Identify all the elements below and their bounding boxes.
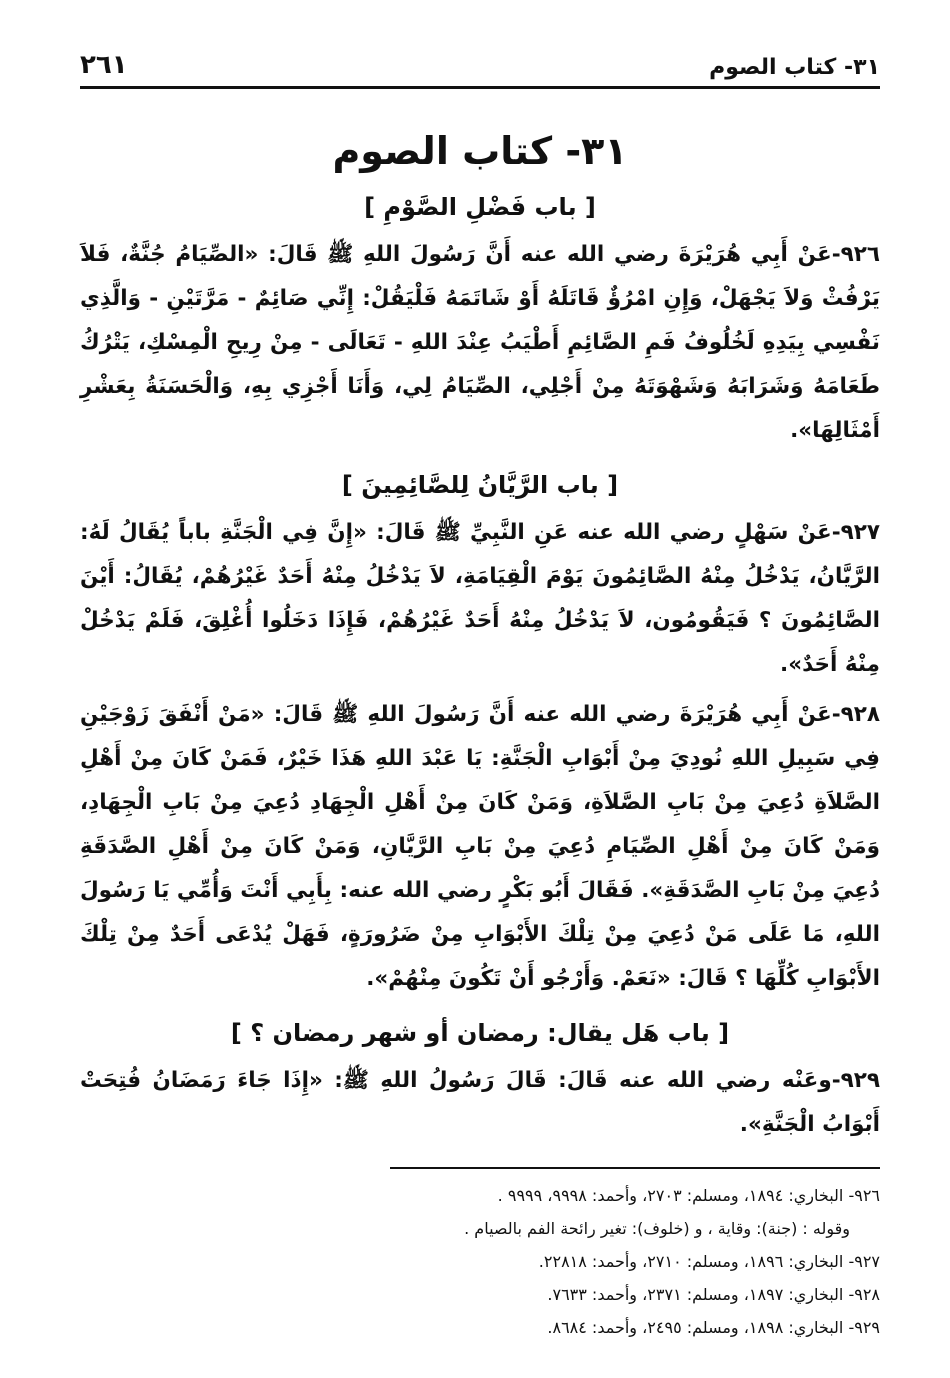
chapter-title: [ باب الرَّيَّانُ لِلصَّائِمِينَ ]	[341, 471, 619, 499]
hadith-number: ٩٢٧-	[831, 520, 880, 545]
footnote: وقوله : (جنة): وقاية ، و (خلوف): تغير رائحة الفم بالصيام .	[464, 1219, 850, 1238]
running-chapter-title: ٣١- كتاب الصوم	[709, 55, 880, 80]
hadith-number: ٩٢٩-	[831, 1068, 880, 1093]
footnotes	[80, 1179, 880, 1344]
chapter-title: [ باب هَل يقال: رمضان أو شهر رمضان ؟ ]	[230, 1019, 730, 1047]
hadith	[80, 233, 880, 453]
footnote-rule	[390, 1167, 880, 1169]
footnote: ٩٢٦- البخاري: ١٨٩٤، ومسلم: ٢٧٠٣، وأحمد: ٩٩٩٨، ٩٩٩٩ .	[497, 1186, 880, 1205]
page	[80, 40, 880, 1344]
footnote: ٩٢٧- البخاري: ١٨٩٦، ومسلم: ٢٧١٠، وأحمد: ٢٢٨١٨.	[538, 1252, 880, 1271]
hadith-text: عَنْ سَهْلٍ رضي الله عنه عَنِ النَّبِيِّ ﷺ قَالَ: «إِنَّ فِي الْجَنَّةِ باباً يُقَالُ لَهُ: الرَّيَّانُ، يَدْخُلُ مِنْهُ الصَّائِمُونَ يَوْمَ الْقِيَامَةِ، لاَ يَدْخُلُ مِنْهُ أَحَدٌ غَيْرُهُمْ، يُقَالُ: أَيْنَ الصَّائِمُونَ ؟ فَيَقُومُون، لاَ يَدْخُلُ مِنْهُ أَحَدٌ غَيْرُهُمْ، فَإِذَا دَخَلُوا أُغْلِقَ، فَلَمْ يَدْخُلْ مِنْهُ أَحَدٌ».	[80, 520, 880, 677]
chapter-title: [ باب فَضْلِ الصَّوْمِ ]	[364, 193, 596, 221]
hadith	[80, 1059, 880, 1147]
hadith-number: ٩٢٨-	[831, 702, 880, 727]
hadith-number: ٩٢٦-	[831, 242, 880, 267]
footnote: ٩٢٨- البخاري: ١٨٩٧، ومسلم: ٢٣٧١، وأحمد: ٧٦٣٣.	[547, 1285, 880, 1304]
page-number: ٢٦١	[80, 50, 128, 80]
header-rule	[80, 86, 880, 89]
hadith	[80, 693, 880, 1001]
footnote: ٩٢٩- البخاري: ١٨٩٨، ومسلم: ٢٤٩٥، وأحمد: ٨٦٨٤.	[547, 1318, 880, 1337]
book-title: ٣١- كتاب الصوم	[332, 129, 628, 173]
hadith	[80, 511, 880, 687]
hadith-text: وعَنْه رضي الله عنه قَالَ: قَالَ رَسُولُ اللهِ ﷺ: «إِذَا جَاءَ رَمَضَانُ فُتِحَتْ أَبْوَابُ الْجَنَّةِ».	[80, 1068, 880, 1137]
running-header	[80, 40, 880, 80]
hadith-text: عَنْ أَبِي هُرَيْرَةَ رضي الله عنه أَنَّ رَسُولَ اللهِ ﷺ قَالَ: «الصِّيَامُ جُنَّةٌ، فَلاَ يَرْفُثْ وَلاَ يَجْهَلْ، وَإِنِ امْرُؤٌ قَاتَلَهُ أَوْ شَاتَمَهُ فَلْيَقُلْ: إِنِّي صَائِمٌ - مَرَّتَيْنِ - وَالَّذِي نَفْسِي بِيَدِهِ لَخُلُوفُ فَمِ الصَّائِمِ أَطْيَبُ عِنْدَ اللهِ - تَعَالَى - مِنْ رِيحِ الْمِسْكِ، يَتْرُكُ طَعَامَهُ وَشَرَابَهُ وَشَهْوَتَهُ مِنْ أَجْلِي، الصِّيَامُ لِي، وَأَنَا أَجْزِي بِهِ، وَالْحَسَنَةُ بِعَشْرِ أَمْثَالِهَا».	[80, 242, 880, 443]
hadith-text: عَنْ أَبِي هُرَيْرَةَ رضي الله عنه أَنَّ رَسُولَ اللهِ ﷺ قَالَ: «مَنْ أَنْفَقَ زَوْجَيْنِ فِي سَبِيلِ اللهِ نُودِيَ مِنْ أَبْوَابِ الْجَنَّةِ: يَا عَبْدَ اللهِ هَذَا خَيْرٌ، فَمَنْ كَانَ مِنْ أَهْلِ الصَّلاَةِ دُعِيَ مِنْ بَابِ الصَّلاَةِ، وَمَنْ كَانَ مِنْ أَهْلِ الْجِهَادِ دُعِيَ مِنْ بَابِ الْجِهَادِ، وَمَنْ كَانَ مِنْ أَهْلِ الصِّيَامِ دُعِيَ مِنْ بَابِ الرَّيَّانِ، وَمَنْ كَانَ مِنْ أَهْلِ الصَّدَقَةِ دُعِيَ مِنْ بَابِ الصَّدَقَةِ». فَقَالَ أَبُو بَكْرٍ رضي الله عنه: بِأَبِي أَنْتَ وَأُمِّي يَا رَسُولَ اللهِ، مَا عَلَى مَنْ دُعِيَ مِنْ تِلْكَ الأَبْوَابِ مِنْ ضَرُورَةٍ، فَهَلْ يُدْعَى أَحَدٌ مِنْ تِلْكَ الأَبْوَابِ كُلِّهَا ؟ قَالَ: «نَعَمْ. وَأَرْجُو أَنْ تَكُونَ مِنْهُمْ».	[80, 702, 880, 991]
